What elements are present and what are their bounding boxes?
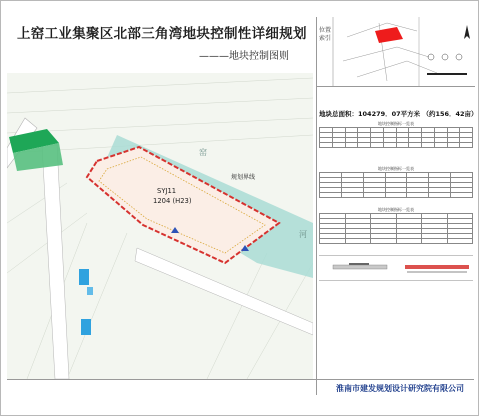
locator-highlight [375, 27, 403, 43]
road-section-diagram [319, 255, 473, 281]
page-title: 上窑工业集聚区北部三角湾地块控制性详细规划 [17, 26, 307, 42]
control-index-table-1 [319, 127, 473, 148]
pond-1 [79, 269, 89, 285]
total-area-text: 地块总面积：104279．07平方米 （约156．42亩） [319, 110, 478, 118]
table2-title: 地块控制指标一览表 [378, 166, 414, 171]
locator-map[interactable] [317, 17, 475, 87]
place-label-2: 河 [299, 230, 307, 239]
locator-label: 位置索引 [319, 27, 332, 42]
parcel-sub-label: 1204 (H23) [153, 197, 192, 205]
table3-title: 地块控制指标一览表 [378, 207, 414, 212]
page-subtitle: ———地块控制图则 [199, 51, 289, 62]
footer-bar [7, 379, 474, 395]
right-info-column [316, 17, 478, 395]
parcel-code-label: SYJ11 [157, 187, 177, 195]
control-index-table-2 [319, 172, 473, 198]
scale-bar [427, 73, 467, 75]
boundary-label: 规划界线 [231, 174, 256, 181]
title-banner [7, 17, 313, 73]
pond-2 [81, 319, 91, 335]
control-index-table-3 [319, 213, 473, 244]
institute-name: 淮南市建发规划设计研究院有限公司 [336, 384, 464, 393]
table1-title: 地块控制指标一览表 [378, 121, 414, 126]
pond-3 [87, 287, 93, 295]
planning-notes [319, 285, 473, 359]
locator-canvas [317, 17, 475, 87]
place-label-1: 窑 [199, 148, 207, 157]
north-arrow-icon [464, 25, 470, 39]
map-canvas [7, 73, 313, 379]
map-panel[interactable] [7, 73, 313, 379]
